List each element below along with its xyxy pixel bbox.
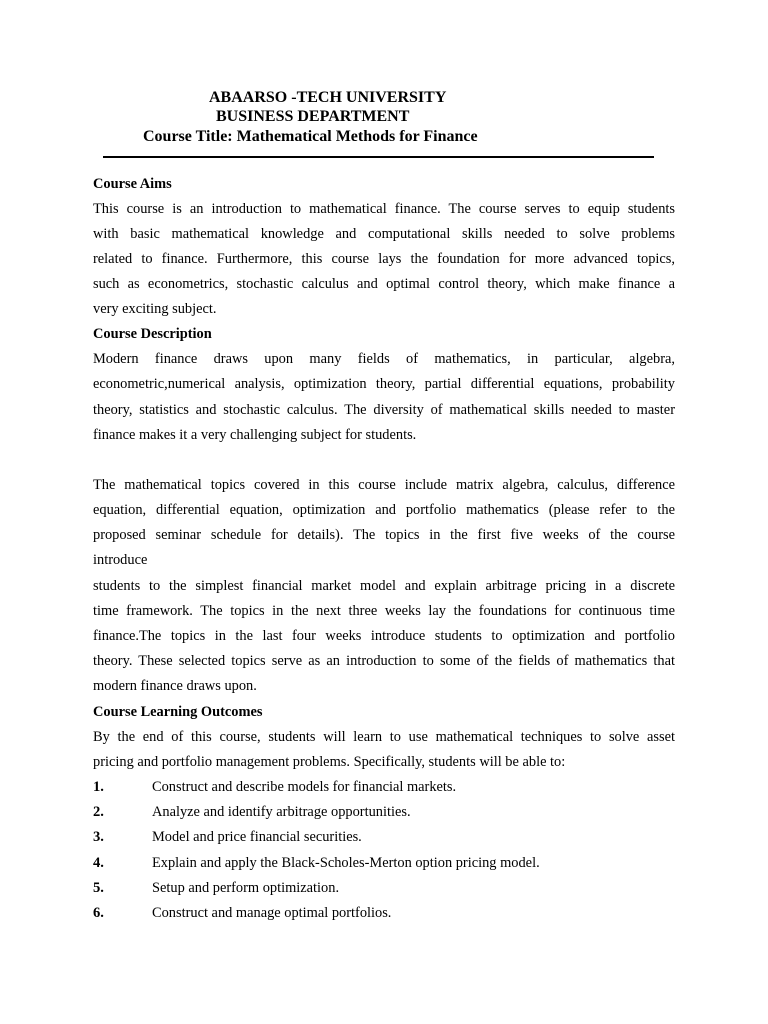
aims-line: very exciting subject.: [93, 301, 217, 317]
description-line: students to the simplest financial market model and explain arbitrage pricing in a discrete: [93, 578, 675, 594]
outcomes-heading: Course Learning Outcomes: [93, 704, 263, 720]
description-line: introduce: [93, 552, 148, 568]
outcome-text: Construct and describe models for financial markets.: [152, 779, 457, 795]
header-divider: [103, 156, 654, 158]
outcome-number: 4.: [93, 855, 104, 871]
aims-line: This course is an introduction to mathematical finance. The course serves to equip students: [93, 201, 675, 217]
outcome-text: Setup and perform optimization.: [152, 880, 340, 896]
outcome-number: 1.: [93, 779, 104, 795]
description-line: theory, statistics and stochastic calculus. The diversity of mathematical skills needed to master: [93, 402, 675, 418]
outcome-number: 2.: [93, 804, 104, 820]
outcome-number: 6.: [93, 905, 104, 921]
outcome-text: Construct and manage optimal portfolios.: [152, 905, 392, 921]
aims-line: related to finance. Furthermore, this course lays the foundation for more advanced topics,: [93, 251, 675, 267]
course-title: Course Title: Mathematical Methods for Finance: [143, 128, 478, 145]
outcome-number: 3.: [93, 829, 104, 845]
description-line: finance makes it a very challenging subject for students.: [93, 427, 417, 443]
description-line: finance.The topics in the last four weeks introduce students to optimization and portfolio: [93, 628, 675, 644]
outcomes-intro-line: By the end of this course, students will learn to use mathematical techniques to solve asset: [93, 729, 675, 745]
aims-heading: Course Aims: [93, 176, 172, 192]
aims-line: with basic mathematical knowledge and computational skills needed to solve problems: [93, 226, 675, 242]
description-line: Modern finance draws upon many fields of mathematics, in particular, algebra,: [93, 351, 675, 367]
outcomes-intro-line: pricing and portfolio management problems. Specifically, students will be able to:: [93, 754, 566, 770]
aims-line: such as econometrics, stochastic calculus and optimal control theory, which make finance a: [93, 276, 675, 292]
description-line: modern finance draws upon.: [93, 678, 257, 694]
description-line: proposed seminar schedule for details). The topics in the first five weeks of the course: [93, 527, 675, 543]
description-line: econometric,numerical analysis, optimization theory, partial differential equations, probability: [93, 376, 675, 392]
description-line: The mathematical topics covered in this course include matrix algebra, calculus, difference: [93, 477, 675, 493]
outcome-number: 5.: [93, 880, 104, 896]
university-name: ABAARSO -TECH UNIVERSITY: [209, 89, 447, 106]
outcome-text: Model and price financial securities.: [152, 829, 362, 845]
description-line: theory. These selected topics serve as an introduction to some of the fields of mathematics that: [93, 653, 675, 669]
department-name: BUSINESS DEPARTMENT: [216, 108, 410, 125]
description-line: equation, differential equation, optimization and portfolio mathematics (please refer to the: [93, 502, 675, 518]
description-heading: Course Description: [93, 326, 212, 342]
outcome-text: Explain and apply the Black-Scholes-Merton option pricing model.: [152, 855, 540, 871]
description-line: time framework. The topics in the next three weeks lay the foundations for continuous time: [93, 603, 675, 619]
outcome-text: Analyze and identify arbitrage opportunities.: [152, 804, 411, 820]
